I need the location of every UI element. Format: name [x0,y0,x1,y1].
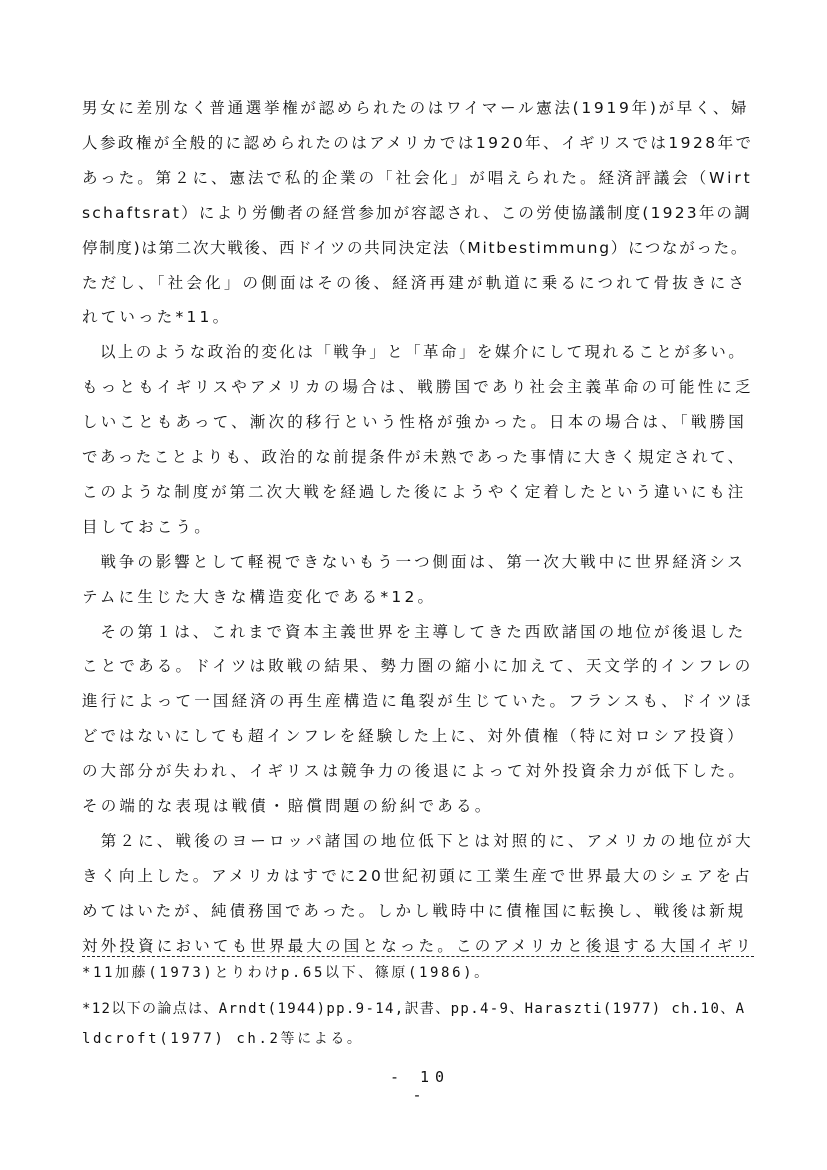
body-line: もっともイギリスやアメリカの場合は、戦勝国であり社会主義革命の可能性に乏 [82,378,754,397]
body-line: 進行によって一国経済の再生産構造に亀裂が生じていた。フランスも、ドイツほ [82,692,754,711]
body-line: 人参政権が全般的に認められたのはアメリカでは1920年、イギリスでは1928年で [82,133,754,152]
page-number: - 10 - [389,1068,451,1104]
body-line: めてはいたが、純債務国であった。しかし戦時中に債権国に転換し、戦後は新規 [82,901,747,920]
body-line: テムに生じた大きな構造変化である*12。 [82,587,437,606]
body-line: れていった*11。 [82,308,232,327]
body-line: の大部分が失われ、イギリスは競争力の後退によって対外投資余力が低下した。 [82,762,747,781]
footnote-line: ldcroft(1977) ch.2等による。 [82,1031,364,1047]
body-line: 目しておこう。 [82,517,213,536]
body-line: 男女に差別なく普通選挙権が認められたのはワイマール憲法(1919年)が早く、婦 [82,99,750,117]
body-line: その第１は、これまで資本主義世界を主導してきた西欧諸国の地位が後退した [82,622,747,641]
footnote-divider [82,956,754,957]
body-line: しいこともあって、漸次的移行という性格が強かった。日本の場合は、「戦勝国 [82,413,747,432]
body-line: 停制度)は第二次大戦後、西ドイツの共同決定法（Mitbestimmung）につながった。 [82,238,749,257]
body-line: あった。第２に、憲法で私的企業の「社会化」が唱えられた。経済評議会（Wirt [82,168,753,187]
body-line: 第２に、戦後のヨーロッパ諸国の地位低下とは対照的に、アメリカの地位が大 [82,831,754,850]
body-line: schaftsrat）により労働者の経営参加が容認され、この労使協議制度(1923年の調 [82,203,752,222]
footnote-line: *12以下の論点は、Arndt(1944)pp.9-14,訳書、pp.4-9、Haraszti(1977) ch.10、A [82,1001,746,1017]
body-line: 対外投資においても世界最大の国となった。このアメリカと後退する大国イギリ [82,936,755,955]
body-line: ただし、「社会化」の側面はその後、経済再建が軌道に乗るにつれて骨抜きにさ [82,273,748,292]
body-line: 以上のような政治的変化は「戦争」と「革命」を媒介にして現れることが多い。 [82,343,747,362]
body-line: であったことよりも、政治的な前提条件が未熟であった事情に大きく規定されて、 [82,448,746,466]
body-line: どではないにしても超インフレを経験した上に、対外債権（特に対ロシア投資） [82,727,746,746]
body-line: このような制度が第二次大戦を経過した後にようやく定着したという違いにも注 [82,482,747,501]
body-line: その端的な表現は戦債・賠償問題の紛糾である。 [82,797,494,815]
footnote-line: *11加藤(1973)とりわけp.65以下、篠原(1986)。 [82,965,491,981]
body-line: ことである。ドイツは敗戦の結果、勢力圏の縮小に加えて、天文学的インフレの [82,657,754,676]
body-line: 戦争の影響として軽視できないもう一つ側面は、第一次大戦中に世界経済シス [82,552,746,571]
body-line: きく向上した。アメリカはすでに20世紀初頭に工業生産で世界最大のシェアを占 [82,866,753,885]
